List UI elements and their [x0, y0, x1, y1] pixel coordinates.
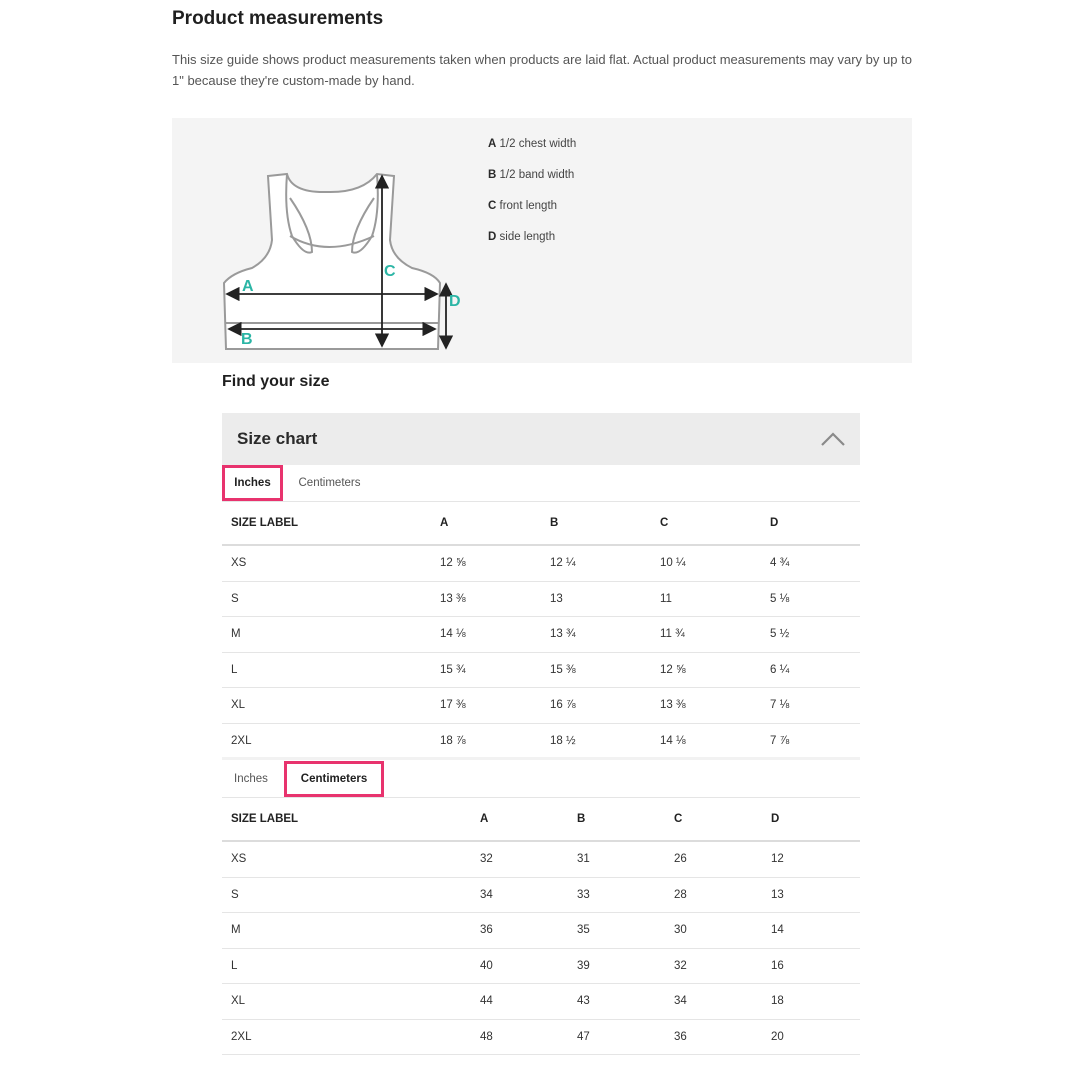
cell: 13 ⅜	[431, 581, 541, 617]
tab-inches[interactable]: Inches	[234, 773, 268, 785]
cell: 47	[568, 1019, 665, 1055]
label-c: C	[384, 263, 396, 280]
cell: M	[222, 617, 431, 653]
cell: 34	[665, 984, 762, 1020]
header-d: D	[762, 798, 860, 841]
table-row	[222, 617, 860, 653]
cell: 48	[471, 1019, 568, 1055]
table-row	[222, 581, 860, 617]
cell: 30	[665, 913, 762, 949]
measurement-legend	[488, 138, 576, 262]
cell: XL	[222, 688, 431, 724]
size-chart-title: Size chart	[237, 429, 318, 448]
cell: 12 ⅝	[651, 652, 761, 688]
unit-tabs-inches-view	[222, 465, 860, 502]
cell: 7 ⅞	[761, 723, 860, 759]
cell: 14	[762, 913, 860, 949]
tab-centimeters[interactable]: Centimeters	[284, 761, 384, 797]
cell: 44	[471, 984, 568, 1020]
cell: 13	[762, 877, 860, 913]
cell: 40	[471, 948, 568, 984]
cell: 43	[568, 984, 665, 1020]
legend-item-d: D side length	[488, 231, 556, 243]
page-title: Product measurements	[172, 8, 384, 29]
tab-inches[interactable]: Inches	[222, 465, 283, 501]
label-b: B	[241, 331, 253, 348]
table-row	[222, 652, 860, 688]
cell: 5 ⅛	[761, 581, 860, 617]
table-row	[222, 688, 860, 724]
cell: 34	[471, 877, 568, 913]
label-d: D	[449, 293, 461, 310]
section-divider	[222, 757, 860, 760]
table-row	[222, 723, 860, 759]
cell: 18 ⅞	[431, 723, 541, 759]
cell: L	[222, 948, 471, 984]
cell: XL	[222, 984, 471, 1020]
table-row	[222, 877, 860, 913]
cell: 13 ¾	[541, 617, 651, 653]
legend-item-c: C front length	[488, 200, 558, 212]
cell: 15 ⅜	[541, 652, 651, 688]
cell: 11 ¾	[651, 617, 761, 653]
cell: 2XL	[222, 1019, 471, 1055]
header-c: C	[651, 502, 761, 545]
cell: 15 ¾	[431, 652, 541, 688]
measurement-diagram-panel	[172, 118, 912, 363]
unit-tabs-centimeters-view	[222, 761, 860, 798]
header-c: C	[665, 798, 762, 841]
cell: 36	[665, 1019, 762, 1055]
tab-centimeters[interactable]: Centimeters	[298, 477, 361, 489]
cell: 10 ¼	[651, 545, 761, 581]
cell: 32	[665, 948, 762, 984]
cell: S	[222, 877, 471, 913]
cell: 28	[665, 877, 762, 913]
cell: 12 ⅝	[431, 545, 541, 581]
cell: 39	[568, 948, 665, 984]
cell: 12	[762, 841, 860, 877]
table-row	[222, 913, 860, 949]
cell: 2XL	[222, 723, 431, 759]
cell: 26	[665, 841, 762, 877]
cell: 18	[762, 984, 860, 1020]
table-header-row	[222, 798, 860, 841]
size-table-inches	[222, 502, 860, 759]
cell: 36	[471, 913, 568, 949]
cell: 17 ⅜	[431, 688, 541, 724]
cell: 11	[651, 581, 761, 617]
header-size-label: SIZE LABEL	[222, 502, 431, 545]
cell: 32	[471, 841, 568, 877]
size-guide-description: This size guide shows product measurements taken when products are laid flat. Actual product measurements may vary by up to 1" because they're custom-made by hand.	[172, 52, 912, 88]
find-your-size-heading: Find your size	[222, 373, 330, 390]
cell: 7 ⅛	[761, 688, 860, 724]
table-header-row	[222, 502, 860, 545]
cell: S	[222, 581, 431, 617]
table-row	[222, 841, 860, 877]
cell: 4 ¾	[761, 545, 860, 581]
cell: 14 ⅛	[651, 723, 761, 759]
header-a: A	[471, 798, 568, 841]
header-b: B	[568, 798, 665, 841]
cell: 18 ½	[541, 723, 651, 759]
table-row	[222, 1019, 860, 1055]
header-a: A	[431, 502, 541, 545]
cell: 16	[762, 948, 860, 984]
cell: 6 ¼	[761, 652, 860, 688]
label-a: A	[242, 278, 254, 295]
cell: 31	[568, 841, 665, 877]
cell: 14 ⅛	[431, 617, 541, 653]
cell: 13	[541, 581, 651, 617]
header-b: B	[541, 502, 651, 545]
cell: 13 ⅜	[651, 688, 761, 724]
cell: XS	[222, 841, 471, 877]
cell: 20	[762, 1019, 860, 1055]
table-row	[222, 984, 860, 1020]
size-table-centimeters	[222, 798, 860, 1055]
table-row	[222, 948, 860, 984]
cell: 12 ¼	[541, 545, 651, 581]
cell: 16 ⅞	[541, 688, 651, 724]
table-row	[222, 545, 860, 581]
size-chart-accordion-header[interactable]	[222, 413, 860, 465]
legend-item-b: B 1/2 band width	[488, 169, 575, 181]
cell: M	[222, 913, 471, 949]
cell: 5 ½	[761, 617, 860, 653]
header-size-label: SIZE LABEL	[222, 798, 471, 841]
cell: 35	[568, 913, 665, 949]
cell: 33	[568, 877, 665, 913]
chevron-up-icon[interactable]	[820, 431, 846, 447]
header-d: D	[761, 502, 860, 545]
cell: L	[222, 652, 431, 688]
legend-item-a: A 1/2 chest width	[488, 138, 577, 150]
cell: XS	[222, 545, 431, 581]
